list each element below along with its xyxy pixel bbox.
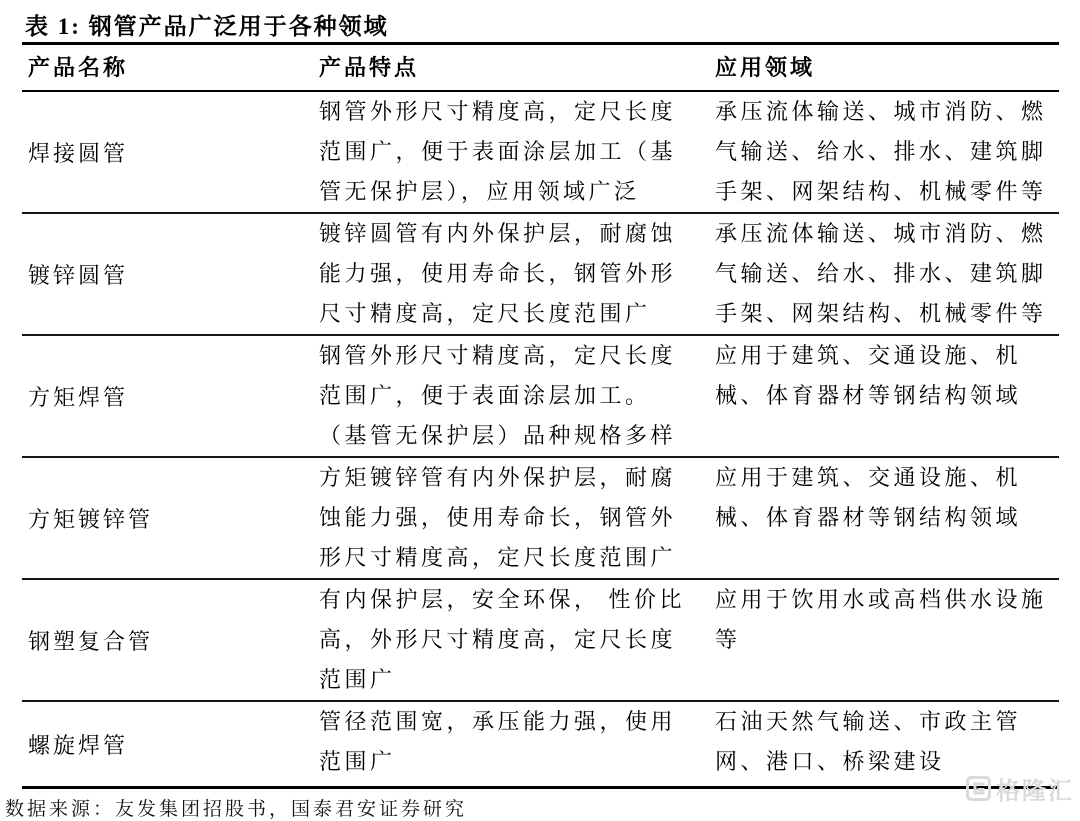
gelonghui-logo-text: 格隆汇	[996, 778, 1074, 805]
data-source-note: 数据来源：友发集团招股书，国泰君安证券研究	[5, 799, 468, 820]
table-row	[22, 702, 1059, 786]
cell-product-features: 钢管外形尺寸精度高，定尺长度范围广，便于表面涂层加工（基管无保护层），应用领域广泛	[319, 99, 677, 204]
gelonghui-logo-icon	[965, 775, 992, 802]
table-header-row	[22, 45, 1059, 92]
cell-product-features: 镀锌圆管有内外保护层，耐腐蚀能力强，使用寿命长，钢管外形尺寸精度高，定尺长度范围广	[319, 221, 677, 326]
table-row	[22, 214, 1059, 336]
header-product-name: 产品名称	[28, 55, 129, 80]
header-product-features: 产品特点	[319, 55, 420, 80]
cell-product-features: 管径范围宽，承压能力强，使用范围广	[319, 709, 677, 774]
cell-application-fields: 承压流体输送、城市消防、燃气输送、给水、排水、建筑脚手架、网架结构、机械零件等	[715, 221, 1047, 326]
cell-application-fields: 承压流体输送、城市消防、燃气输送、给水、排水、建筑脚手架、网架结构、机械零件等	[715, 99, 1047, 204]
product-table	[22, 42, 1059, 789]
header-application-fields: 应用领域	[715, 55, 816, 80]
cell-product-name: 焊接圆管	[28, 140, 129, 166]
table-row	[22, 92, 1059, 214]
cell-application-fields: 石油天然气输送、市政主管网、港口、桥梁建设	[715, 709, 1022, 774]
cell-application-fields: 应用于建筑、交通设施、机械、体育器材等钢结构领域	[715, 343, 1022, 408]
cell-product-name: 钢塑复合管	[28, 628, 154, 654]
cell-product-features: 钢管外形尺寸精度高，定尺长度范围广，便于表面涂层加工。（基管无保护层）品种规格多样	[319, 343, 677, 448]
cell-application-fields: 应用于饮用水或高档供水设施等	[715, 587, 1047, 652]
table-row	[22, 336, 1059, 458]
table-row	[22, 458, 1059, 580]
cell-product-name: 螺旋焊管	[28, 732, 129, 758]
cell-product-name: 方矩镀锌管	[28, 506, 154, 532]
gelonghui-watermark	[965, 771, 1074, 806]
table-row	[22, 580, 1059, 702]
cell-product-name: 方矩焊管	[28, 384, 129, 410]
cell-product-features: 有内保护层，安全环保， 性价比高，外形尺寸精度高，定尺长度范围广	[319, 587, 686, 692]
cell-application-fields: 应用于建筑、交通设施、机械、体育器材等钢结构领域	[715, 465, 1022, 530]
cell-product-name: 镀锌圆管	[28, 262, 129, 288]
table-title: 表 1: 钢管产品广泛用于各种领域	[25, 14, 389, 39]
cell-product-features: 方矩镀锌管有内外保护层，耐腐蚀能力强，使用寿命长，钢管外形尺寸精度高，定尺长度范围广	[319, 465, 677, 570]
